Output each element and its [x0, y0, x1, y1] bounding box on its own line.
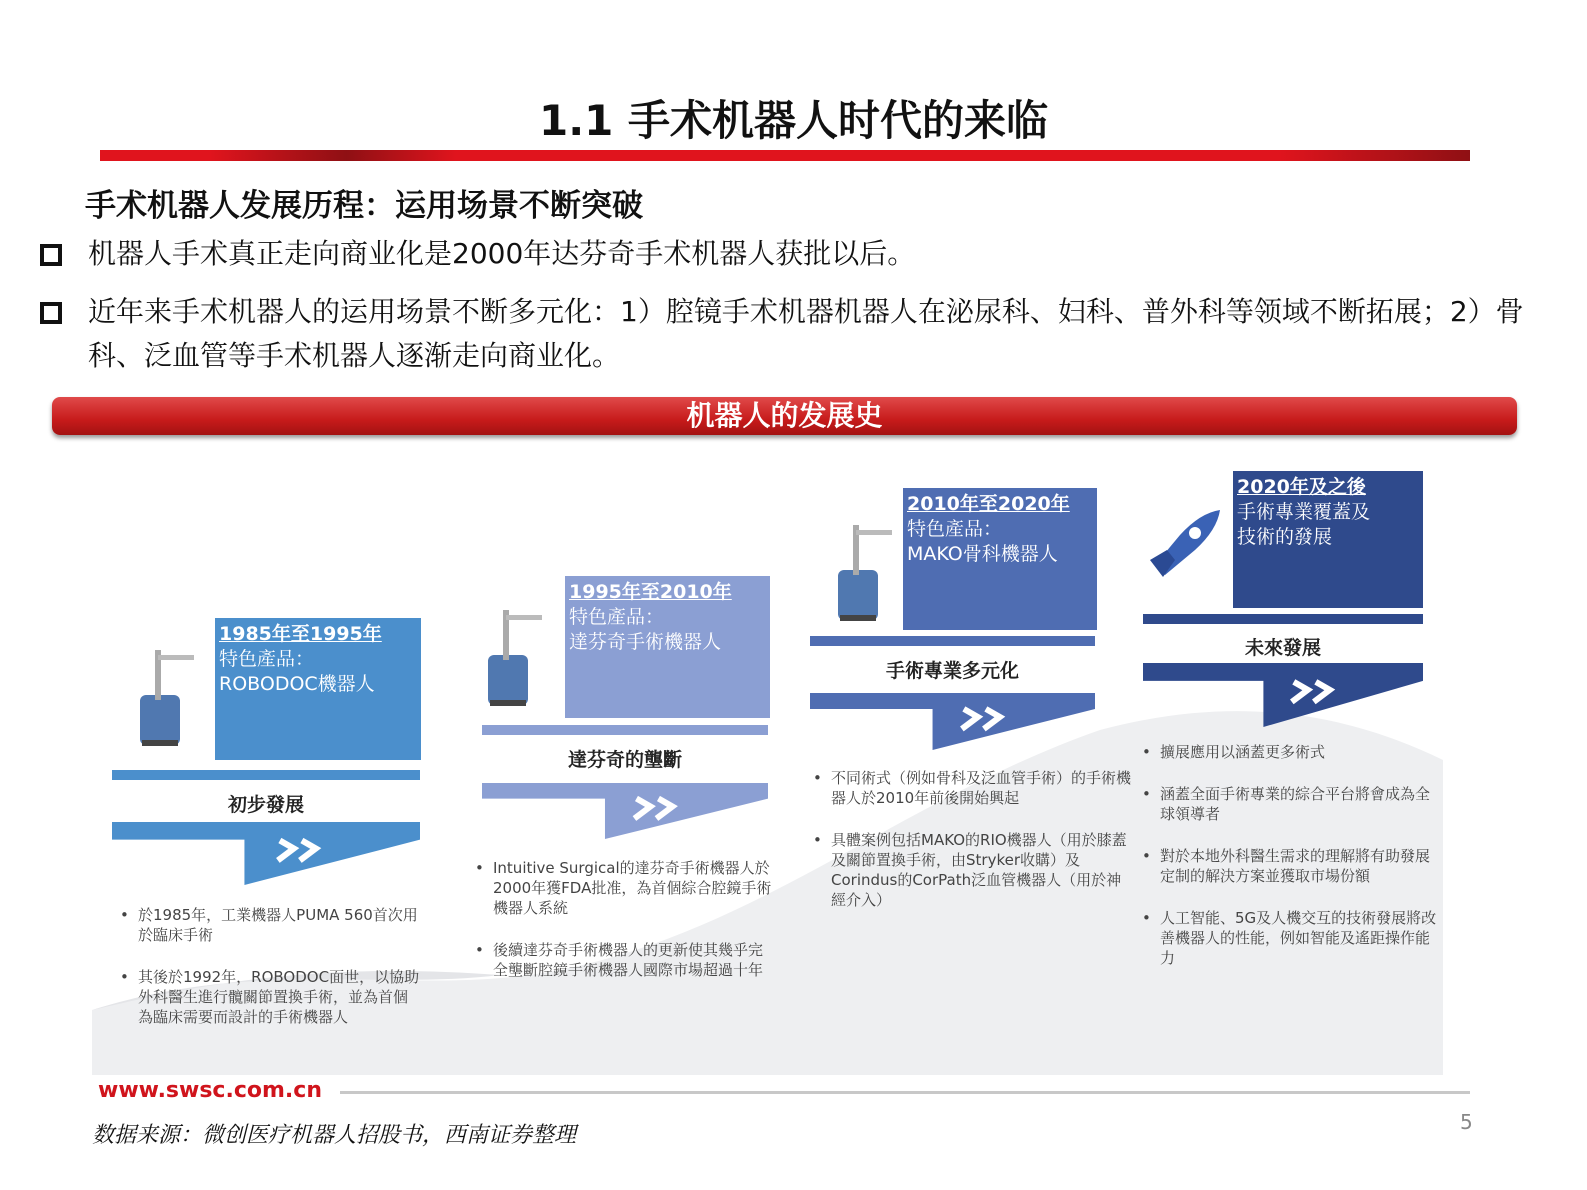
stage-label: 達芬奇的壟斷: [567, 749, 682, 771]
stage-card: [215, 618, 421, 760]
stage-description: [120, 905, 420, 1049]
stage-arrow: [112, 822, 420, 885]
stage-description: [475, 858, 775, 1002]
stage-arrow: [810, 693, 1095, 750]
section-subtitle: 手术机器人发展历程：运用场景不断突破: [85, 188, 643, 224]
bullet-item: 机器人手术真正走向商业化是2000年达芬奇手术机器人获批以后。: [40, 232, 1550, 276]
description-item: • 涵蓋全面手術專業的綜合平台將會成為全球領導者: [1142, 784, 1442, 824]
stage-label: 手術專業多元化: [885, 660, 1019, 682]
stage-label: 未來發展: [1244, 637, 1321, 659]
page-number: 5: [1460, 1110, 1473, 1134]
stage-years: 2010年至2020年: [907, 493, 1070, 515]
description-item: • 對於本地外科醫生需求的理解將有助發展定制的解決方案並獲取市場份額: [1142, 846, 1442, 886]
page-title: 1.1 手术机器人时代的来临: [538, 96, 1049, 145]
stage-line2: ROBODOC機器人: [219, 673, 375, 695]
robot-image: [828, 515, 898, 615]
stage-line2: 達芬奇手術機器人: [569, 631, 722, 653]
bullet-item: 近年来手术机器人的运用场景不断多元化：1）腔镜手术机器机器人在泌尿科、妇科、普外科等领域不断拓展；2）骨科、泛血管等手术机器人逐渐走向商业化。: [40, 290, 1550, 378]
description-item: • 具體案例包括MAKO的RIO機器人（用於膝蓋及關節置換手術，由Stryker收購）及Corindus的CorPath泛血管機器人（用於神經介入）: [813, 830, 1133, 910]
description-item: • Intuitive Surgical的達芬奇手術機器人於2000年獲FDA批准，為首個綜合腔鏡手術機器人系統: [475, 858, 775, 918]
data-source: 数据来源：微创医疗机器人招股书，西南证券整理: [92, 1123, 577, 1148]
stage-years: 1985年至1995年: [219, 623, 382, 645]
description-item: • 不同術式（例如骨科及泛血管手術）的手術機器人於2010年前後開始興起: [813, 768, 1133, 808]
stage-line1: 手術專業覆蓋及: [1237, 501, 1371, 523]
stage-bar: [1143, 614, 1423, 624]
description-item: • 後續達芬奇手術機器人的更新使其幾乎完全壟斷腔鏡手術機器人國際市場超過十年: [475, 940, 775, 980]
description-item: • 於1985年，工業機器人PUMA 560首次用於臨床手術: [120, 905, 420, 945]
stage-description: [1142, 742, 1442, 990]
stage-label: 初步發展: [227, 794, 304, 816]
footer-url[interactable]: www.swsc.com.cn: [98, 1078, 322, 1103]
stage-bar: [810, 636, 1095, 646]
stage-bar: [112, 770, 420, 780]
section-banner: 机器人的发展史: [52, 397, 1517, 435]
stage-years: 2020年及之後: [1237, 476, 1366, 498]
stage-card: [565, 576, 770, 718]
stage-line2: MAKO骨科機器人: [907, 543, 1058, 565]
stage-years: 1995年至2010年: [569, 581, 732, 603]
stage-card: [903, 488, 1097, 630]
robot-image: [130, 640, 200, 740]
stage-line1: 特色產品：: [219, 648, 315, 670]
stage-line1: 特色產品：: [569, 606, 665, 628]
stage-bar: [482, 725, 768, 735]
description-item: • 人工智能、5G及人機交互的技術發展將改善機器人的性能，例如智能及遙距操作能力: [1142, 908, 1442, 968]
stage-line1: 特色產品：: [907, 518, 1003, 540]
stage-description: [813, 768, 1133, 932]
stage-card: [1233, 471, 1423, 608]
footer-divider: [340, 1091, 1470, 1094]
stage-arrow: [482, 783, 768, 839]
description-item: • 其後於1992年，ROBODOC面世，以協助外科醫生進行髖關節置換手術，並為首個為臨床需要而設計的手術機器人: [120, 967, 420, 1027]
robot-image: [478, 600, 548, 700]
rocket-icon: [1145, 505, 1215, 605]
stage-line2: 技術的發展: [1237, 526, 1333, 548]
description-item: • 擴展應用以涵蓋更多術式: [1142, 742, 1442, 762]
